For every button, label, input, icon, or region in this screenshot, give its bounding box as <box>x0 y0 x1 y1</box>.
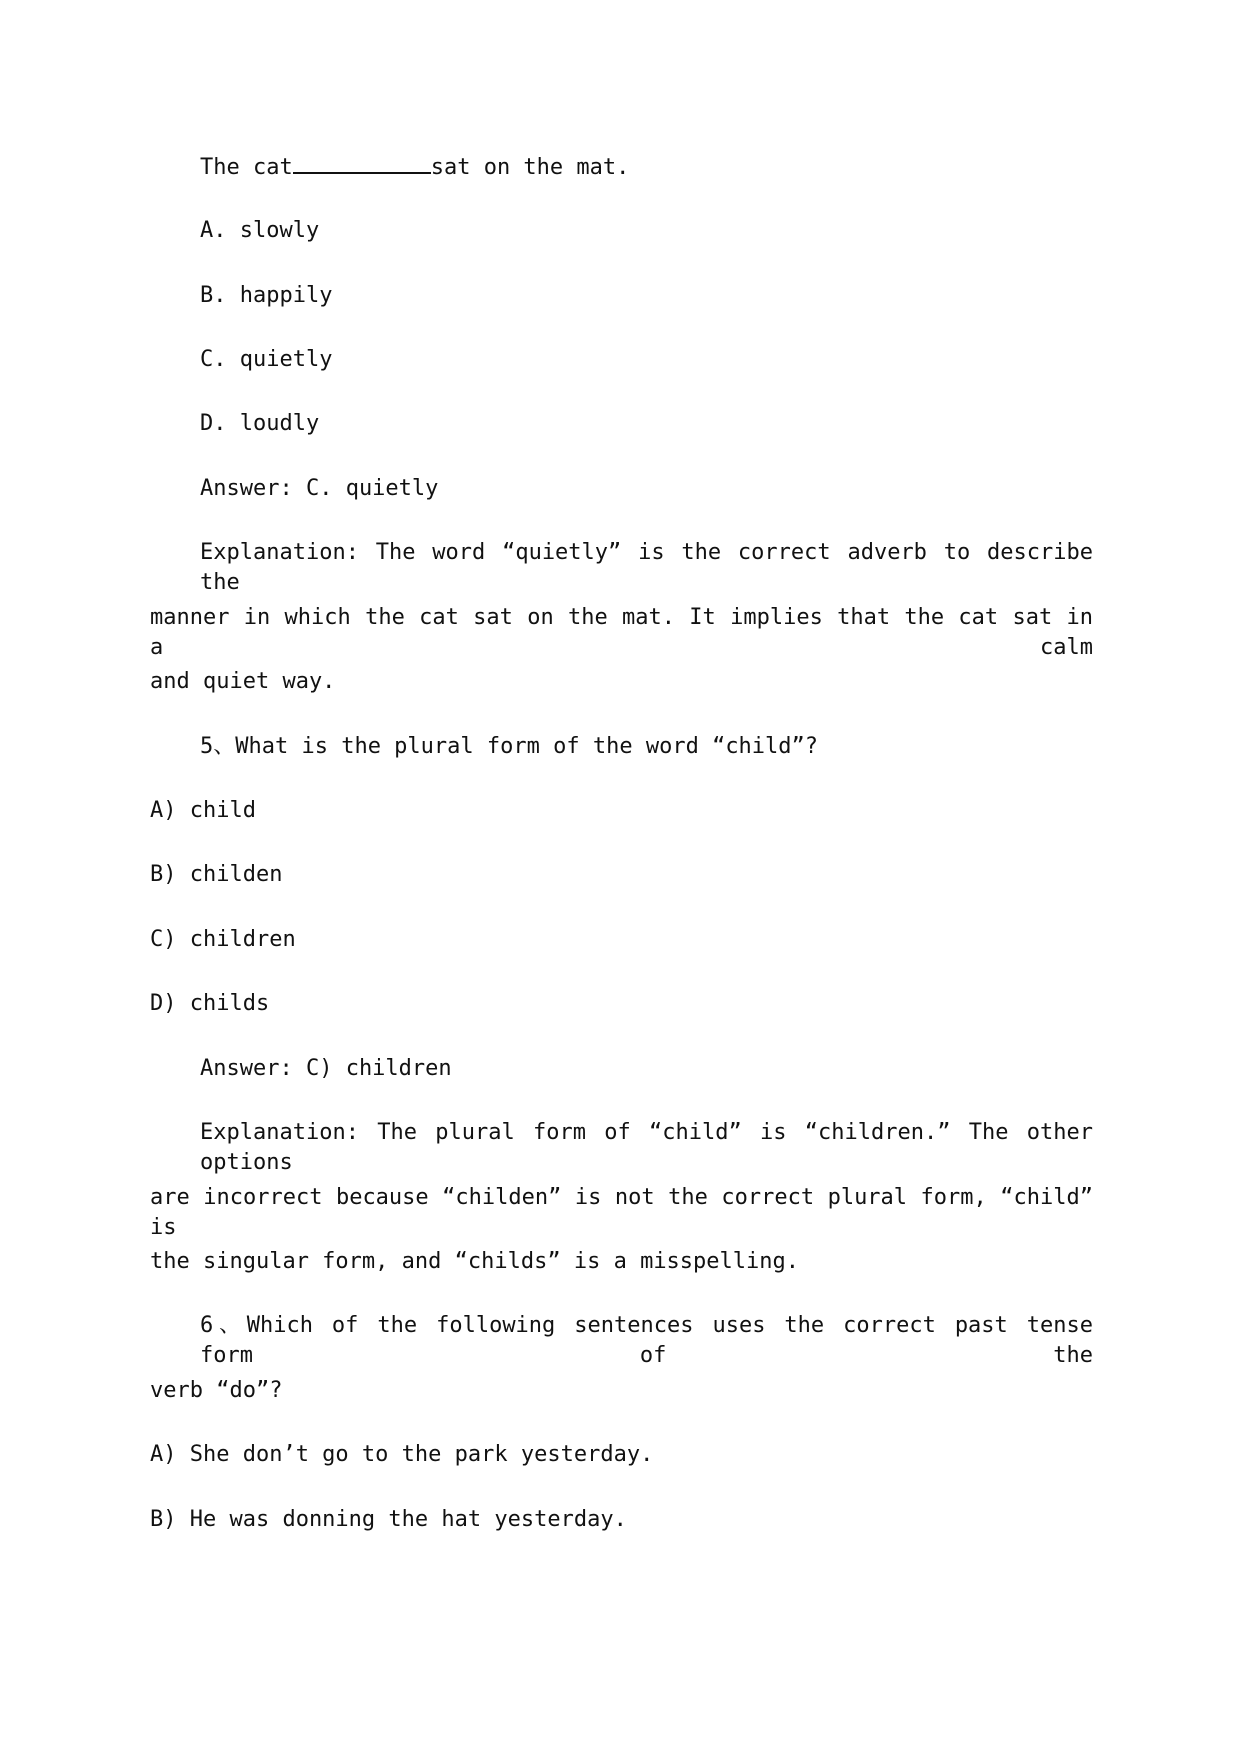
q4-stem <box>200 152 629 183</box>
q4-explanation-line-3: and quiet way. <box>150 669 336 694</box>
q4-option-c: C. quietly <box>200 347 333 372</box>
q4-option-b: B. happily <box>200 283 333 308</box>
q5-explanation-line-3: the singular form, and “childs” is a misspelling. <box>150 1249 800 1274</box>
q5-answer: Answer: C) children <box>200 1056 452 1081</box>
q4-stem-after: sat on the mat. <box>430 155 630 180</box>
q6-question-line-1: 6、Which of the following sentences uses the correct past tense form of the <box>200 1313 1093 1368</box>
q6-option-b: B) He was donning the hat yesterday. <box>150 1507 627 1532</box>
q4-blank <box>293 152 431 174</box>
q4-explanation-line-1: Explanation: The word “quietly” is the correct adverb to describe the <box>200 540 1093 595</box>
q4-answer: Answer: C. quietly <box>200 476 439 501</box>
q5-option-c: C) children <box>150 927 296 952</box>
q6-option-a: A) She don’t go to the park yesterday. <box>150 1442 654 1467</box>
q5-option-a: A) child <box>150 798 256 823</box>
q5-option-b: B) childen <box>150 862 283 887</box>
q4-option-a: A. slowly <box>200 218 320 243</box>
q4-explanation-line-2: manner in which the cat sat on the mat. It implies that the cat sat in a calm <box>150 605 1093 660</box>
q6-question-line-2: verb “do”? <box>150 1378 283 1403</box>
q5-question: 5、What is the plural form of the word “child”? <box>200 734 819 759</box>
q5-option-d: D) childs <box>150 991 270 1016</box>
q5-explanation-line-2: are incorrect because “childen” is not the correct plural form, “child” is <box>150 1185 1093 1240</box>
q4-option-d: D. loudly <box>200 411 320 436</box>
q4-stem-before: The cat <box>200 155 293 180</box>
q5-explanation-line-1: Explanation: The plural form of “child” is “children.” The other options <box>200 1120 1093 1175</box>
